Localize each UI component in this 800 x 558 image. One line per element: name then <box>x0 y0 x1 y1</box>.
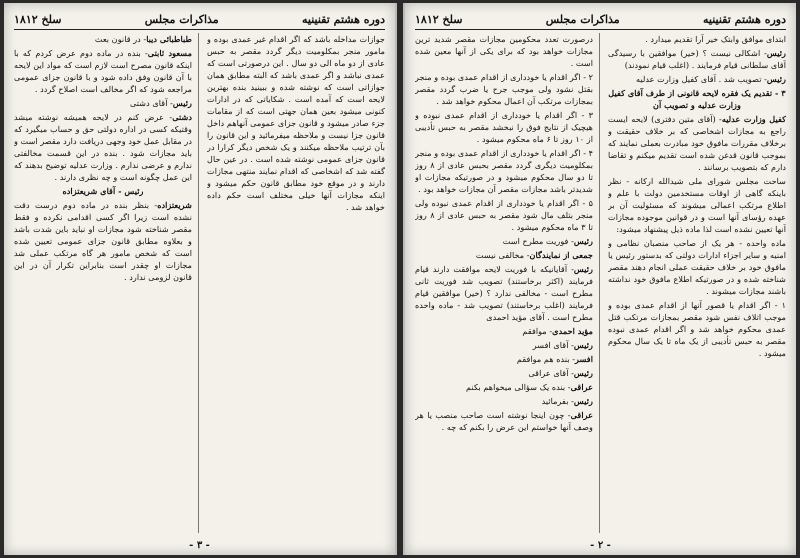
body-text: - مخالفی نیست <box>475 250 530 260</box>
paragraph <box>608 175 786 235</box>
paragraph <box>608 299 786 359</box>
left-page-header <box>14 9 385 30</box>
body-text: - آقای دشتی <box>129 98 173 108</box>
header-date: سلخ ۱۸۱۲ <box>14 12 62 26</box>
paragraph <box>14 199 192 283</box>
text-column <box>207 33 385 533</box>
paragraph <box>14 47 192 95</box>
header-date: سلخ ۱۸۱۲ <box>415 12 463 26</box>
speaker-name: دشتی <box>172 112 192 122</box>
speaker-name: مسعود ثابتی <box>147 48 192 58</box>
text-column <box>608 33 786 533</box>
paragraph <box>415 235 593 247</box>
speaker-name: مؤید احمدی <box>552 326 593 336</box>
paragraph <box>14 111 192 183</box>
speaker-name: رئیس <box>573 236 593 246</box>
heading-text: ۳ - تقدیم یک فقره لایحه قانونی از طرف آقای کفیل وزارت عدلیه و تصویب آن <box>608 88 786 110</box>
paragraph <box>415 353 593 365</box>
speaker-name: رئیس <box>573 340 593 350</box>
paragraph <box>415 71 593 107</box>
paragraph <box>207 33 385 213</box>
body-text: - فوریت مطرح است <box>502 236 574 246</box>
paragraph <box>415 109 593 145</box>
body-text: - بنظر بنده در ماده دوم درست دقت نشده است زیرا اگر کسی اقدامی نکرده و فقط مقصر شناخته شود مجازات او نباید باین شدت باشد و بعلاوه مطابق قانون جزای عمومی تعیین شده است که شخص مامور هر گاه مرتکب عملی شد مجازات او چقدر است بنابراین تکرار آن در این قانون لزومی ندارد . <box>14 200 192 282</box>
body-text: - آقایانیکه با فوریت لایحه موافقت دارند قیام فرمایند (اکثر برخاستند) تصویب شد فوریت ثانی مطرح است - مخالفی ندارد ؟ (خیر) موافقین قیام فرمایند (اغلب برخاستند) تصویب شد - ماده واحده مطرح است . آقای مؤید احمدی <box>415 264 593 322</box>
paragraph <box>415 409 593 433</box>
speaker-name: عراقی <box>570 410 593 420</box>
body-text: درصورت تعدد محکومین مجازات مقصر شدید ترین مجازات خواهد بود که برای یکی از آنها معین شده است . <box>415 34 593 68</box>
paragraph <box>415 325 593 337</box>
paragraph <box>415 339 593 351</box>
left-page <box>4 3 397 555</box>
body-text: ۴ - اگر اقدام یا خودداری از اقدام عمدی بوده و منجر بمکلومیت دیگری گردد مقصر بحبس عادی از ۸ روز تا دو سال محکوم میشود و در صورتیکه مجازات او شدیدتر باشد مجازات مقصر آن مجازات خواهد بود . <box>415 148 594 194</box>
speaker-name: شریعتزاده <box>157 200 192 210</box>
body-text: - آقای افسر <box>532 340 574 350</box>
body-text: ۳ - اگر اقدام یا خودداری از اقدام عمدی نبوده و هیچیک از نتایج فوق را نبخشد مقصر به حبس تأدیبی از ۱۰ روز تا ۶ ماه محکوم میشود . <box>415 110 593 144</box>
body-text: ۱ - اگر اقدام یا قصور آنها از اقدام عمدی بوده و موجب اتلاف نفس شود مقصر بمجازات مرتکب قتل عمدی محکوم خواهد شد و اگر اقدام عمدی نبوده مقصر به حبس تأدیبی از یک ماه تا یک سال محکوم میشود . <box>608 300 786 358</box>
body-text: ابتدای موافق وابتک خیر آرا تقدیم میدارد . <box>645 34 786 44</box>
body-text: - بفرمائید <box>541 396 574 406</box>
paragraph <box>14 97 192 109</box>
speaker-name: جمعی از نمایندگان <box>529 250 593 260</box>
body-text: ساحت مجلس شورای ملی شیدالله ارکانه - نظر باینکه گاهی از اوقات مستخدمین دولت با علم و اطلاع مرتکب اعمالی میشوند که مسئولیت آن بر عهده رؤسای آنها است و در قوانین موجوده مجازات آنها تعیین نشده است لذا ماده ذیل پیشنهاد میشود: <box>608 176 786 234</box>
body-text: - اشکالی نیست ؟ (خیر) موافقین با رسیدگی آقای سلطانی قیام فرمایند . (اغلب قیام نمودند) <box>608 48 786 70</box>
text-column <box>415 33 600 533</box>
body-text: - (آقای متین دفتری) لایحه ایست راجع به مجازات اشخاصی که بر خلاف حقیقت و برخلاف مقررات مافوق خود مبادرت بعملی نمایند که بموجب قانون قدغن شده است تقدیم میکنم و تقاضا دارم که بتصویب برسانند . <box>608 114 786 172</box>
speaker-name: رئیس <box>573 396 593 406</box>
speaker-name: عراقی <box>570 382 593 392</box>
right-page-header <box>415 9 786 30</box>
body-text: - موافقم <box>522 326 553 336</box>
header-session: دوره هشتم تقنینیه <box>703 12 786 26</box>
body-text: - چون اینجا نوشته است صاحب منصب یا هر وصف آنها خواستم این عرض را بکنم که چه . <box>415 410 593 432</box>
paragraph <box>608 237 786 297</box>
body-text: ماده واحده - هر یک از صاحب منصبان نظامی و امنیه و سایر اجزاء ادارات دولتی که بدستور رئیس یا مافوق خود بر خلاف حقیقت عملی انجام دهند مقصر شناخته شده و در صورتیکه اطلاع مافوق خود نداشته باشند مجازات میشوند . <box>608 238 786 296</box>
speaker-name: طباطبائی دیبا <box>146 34 192 44</box>
speaker-name: افسر <box>574 354 593 364</box>
body-text: - در قانون بعث <box>94 34 147 44</box>
paragraph <box>415 197 593 233</box>
right-page <box>403 3 796 555</box>
section-heading <box>608 87 786 111</box>
header-title: مذاکرات مجلس <box>144 12 219 26</box>
paragraph <box>415 147 593 195</box>
speaker-name: رئیس <box>766 74 786 84</box>
paragraph <box>608 47 786 71</box>
page-number: - ۲ - <box>590 540 611 551</box>
right-page-columns <box>415 33 786 533</box>
paragraph <box>415 367 593 379</box>
paragraph <box>415 249 593 261</box>
body-text: - بنده در ماده دوم عرض کردم که با اینکه قانون مصرح است لازم است که مواد این لایحه با آن قانون وفق داده شود و با قانون جزای عمومی مراجعه شود که اگر مخالف است اصلاح گردد . <box>14 48 192 94</box>
paragraph <box>415 395 593 407</box>
text-column <box>14 33 199 533</box>
paragraph <box>608 73 786 85</box>
body-text: - تصویب شد . آقای کفیل وزارت عدلیه <box>635 74 767 84</box>
body-text: ۲ - اگر اقدام یا خودداری از اقدام عمدی بوده و منجر بقتل نشود ولی موجب جرح یا ضرب گردد مقصر بمجازات مرتکب آن اعمال محکوم خواهد شد . <box>415 72 593 106</box>
page-number: - ۳ - <box>189 540 210 551</box>
paragraph <box>14 33 192 45</box>
speaker-name: رئیس <box>573 368 593 378</box>
paragraph <box>415 263 593 323</box>
paragraph <box>415 33 593 69</box>
heading-text: رئیس - آقای شریعتزاده <box>62 186 144 196</box>
left-page-columns <box>14 33 385 533</box>
body-text: - آقای عراقی <box>528 368 574 378</box>
body-text: - عرض کنم در لایحه همیشه نوشته میشد وقتیکه کسی در اداره دولتی حق و حساب میگیرد که در مقابل عمل خود وجهی دریافت دارد مقصر است و باید مجازات شود . بنده در این قسمت مخالفتی ندارم و عرضی ندارم . وزارت عدلیه توضیح بدهند که این عمل چگونه است و چه نظری دارند . <box>14 112 192 182</box>
body-text: ۵ - اگر اقدام یا خودداری از اقدام عمدی نبوده ولی منجر بتلف مال شود مقصر به حبس عادی از ۸ روز تا ۳ ماه محکوم میشود . <box>415 198 594 232</box>
body-text: - بنده یک سؤالی میخواهم بکنم <box>466 382 571 392</box>
speaker-name: رئیس <box>766 48 786 58</box>
body-text: جوازات مداخله باشد که اگر اقدام غیر عمدی بوده و مامور منجر بمکلومیت دیگر گردد مقصر به حبس عادی از دو ماه الی دو سال . این درصورتی است که عمدی نباشد و اگر عمدی باشد که البته مطابق همان جوازاتی است که نوشته شده و ببینید بنده بهترین لایحه است که آمده است . شکایاتی که در ادارات کنونی میشود بعین همان جهتی است که از مقامات جزء صادر میشود و قانون جزای عمومی آنهاهم داخل قانون جزا نیست و ملاحظه میفرمائید و این قانون را بآن ترتیب ملاحظه میکنند و یک شخص دیگر کرارا در قانون جزای عمومی نوشته شده است . در عین حال گفته شد که اشخاصی که اقدام نمایند منتهی مجازات دارند و در موقع خود مطابق قانون حکم میشود و اینکه مجازات آنها خیلی مختلف است حکم داده خواهد شد . <box>207 34 385 212</box>
document-spread <box>4 3 796 555</box>
speaker-name: رئیس <box>573 264 593 274</box>
paragraph <box>608 33 786 45</box>
header-session: دوره هشتم تقنینیه <box>302 12 385 26</box>
paragraph <box>608 113 786 173</box>
header-title: مذاکرات مجلس <box>545 12 620 26</box>
speaker-name: رئیس <box>172 98 192 108</box>
speaker-name: کفیل وزارت عدلیه <box>721 114 786 124</box>
body-text: - بنده هم موافقم <box>516 354 575 364</box>
paragraph <box>415 381 593 393</box>
section-heading <box>14 185 192 197</box>
